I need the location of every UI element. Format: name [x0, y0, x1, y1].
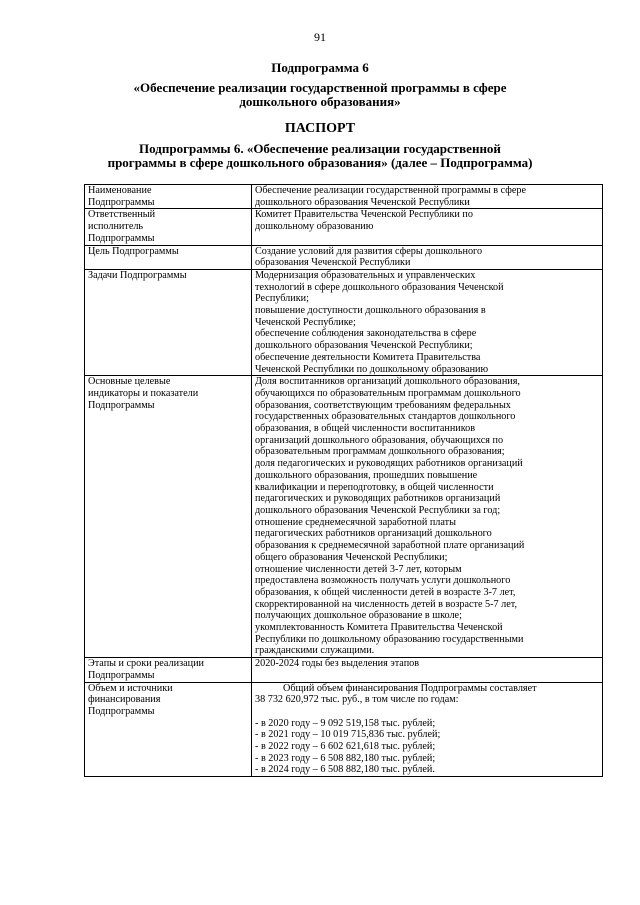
row-value-goal: Создание условий для развития сферы дошкольного образования Чеченской Республики [252, 245, 603, 269]
financing-year-2020: - в 2020 году – 9 092 519,158 тыс. рублей; [255, 717, 436, 729]
table-row [85, 682, 603, 777]
row-label-executor: Ответственный исполнитель Подпрограммы [85, 209, 252, 245]
passport-title: Подпрограммы 6. «Обеспечение реализации государственной программы в сфере дошкольного образования» (далее – Подпрограмма) [107, 141, 533, 170]
row-value-name: Обеспечение реализации государственной программы в сфере дошкольного образования Чеченской Республики [252, 185, 603, 209]
table-row [85, 658, 603, 682]
financing-year-2022: - в 2022 году – 6 602 621,618 тыс. рублей; [255, 741, 436, 753]
table-row [85, 269, 603, 375]
financing-year-2024: - в 2024 году – 6 508 882,180 тыс. рублей. [255, 764, 435, 776]
passport-heading: ПАСПОРТ [284, 121, 356, 136]
row-value-tasks: Модернизация образовательных и управленческих технологий в сфере дошкольного образования Чеченской Республики; повышение доступности дошкольного образования в Чеченской Республике; обеспечение соблюдения законодательства в сфере дошкольного образования Чеченской Республики; обеспечение деятельности Комитета Правительства Чеченской Республики по дошкольному образованию [252, 269, 603, 375]
financing-year-2023: - в 2023 году – 6 508 882,180 тыс. рублей; [255, 752, 436, 764]
row-label-indicators: Основные целевые индикаторы и показатели Подпрограммы [85, 376, 252, 658]
row-label-stages: Этапы и сроки реализации Подпрограммы [85, 658, 252, 682]
row-value-indicators: Доля воспитанников организаций дошкольного образования, обучающихся по образовательным программам дошкольного образования, соответствующим требованиям федеральных государственных образовательных стандартов дошкольного образования, в общей численности воспитанников организаций дошкольного образования, обучающихся по образовательным программам дошкольного образования; доля педагогических и руководящих работников организаций дошкольного образования, прошедших повышение квалификации и переподготовку, в общей численности педагогических и руководящих работников организаций дошкольного образования Чеченской Республики за год; отношение среднемесячной заработной платы педагогических работников организаций дошкольного образования к среднемесячной заработной плате организаций общего образования Чеченской Республики; отношение численности детей 3-7 лет, которым предоставлена возможность получать услуги дошкольного образования, к общей численности детей в возрасте 3-7 лет, скорректированной на численность детей в возрасте 5-7 лет, получающих дошкольное образование в школе; укомплектованность Комитета Правительства Чеченской Республики по дошкольному образованию государственными гражданскими служащими. [252, 376, 603, 658]
table-row [85, 376, 603, 658]
table-row [85, 209, 603, 245]
row-label-financing: Объем и источники финансирования Подпрограммы [85, 682, 252, 777]
financing-year-2021: - в 2021 году – 10 019 715,836 тыс. рублей; [255, 729, 441, 741]
row-label-goal: Цель Подпрограммы [85, 245, 252, 269]
row-value-executor: Комитет Правительства Чеченской Республики по дошкольному образованию [252, 209, 603, 245]
table-row [85, 185, 603, 209]
subprogram-heading: Подпрограмма 6 [271, 60, 369, 75]
page-number: 91 [314, 30, 326, 44]
row-value-financing [252, 682, 603, 777]
financing-intro: Общий объем финансирования Подпрограммы составляет 38 732 620,972 тыс. руб., в том числе по годам: [255, 682, 537, 706]
subprogram-title: «Обеспечение реализации государственной программы в сфере дошкольного образования» [133, 80, 507, 109]
passport-table [84, 184, 603, 777]
row-label-name: Наименование Подпрограммы [85, 185, 252, 209]
row-value-stages: 2020-2024 годы без выделения этапов [252, 658, 603, 682]
row-label-tasks: Задачи Подпрограммы [85, 269, 252, 375]
table-row [85, 245, 603, 269]
